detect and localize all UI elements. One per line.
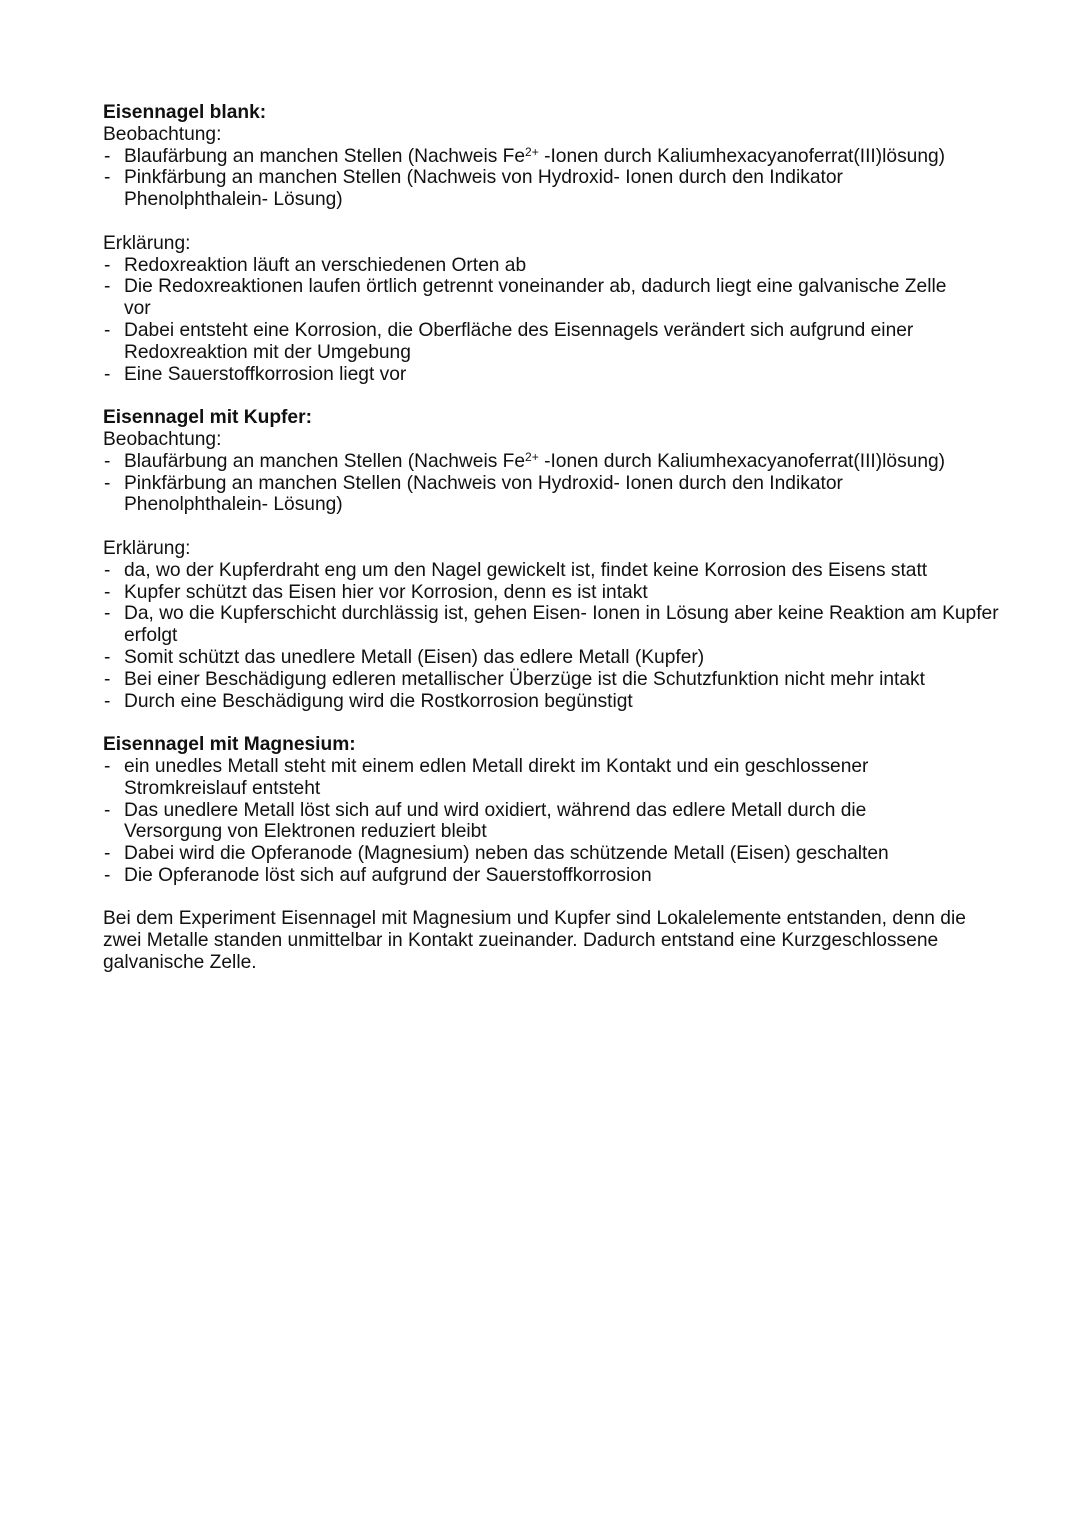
superscript: 2+ xyxy=(525,144,539,159)
item-text: Pinkfärbung an manchen Stellen (Nachweis von Hydroxid- Ionen durch den Indikator Phenolphthalein- Lösung) xyxy=(124,167,843,211)
list-dash: - xyxy=(104,755,111,777)
list-item xyxy=(103,473,914,517)
item-text: Blaufärbung an manchen Stellen (Nachweis Fe xyxy=(124,145,526,167)
list-dash: - xyxy=(104,319,111,341)
item-text: Durch eine Beschädigung wird die Rostkorrosion begünstigt xyxy=(124,690,633,712)
magnesium-list xyxy=(103,756,1020,887)
list-item xyxy=(103,603,1009,647)
list-item xyxy=(103,582,1020,604)
list-item xyxy=(103,320,982,364)
item-text: Somit schützt das unedlere Metall (Eisen) das edlere Metall (Kupfer) xyxy=(124,646,705,668)
list-dash: - xyxy=(104,864,111,886)
list-dash: - xyxy=(104,799,111,821)
list-dash: - xyxy=(104,668,111,690)
item-text: ein unedles Metall steht mit einem edlen Metall direkt im Kontakt und ein geschlossener Stromkreislauf entsteht xyxy=(124,755,869,799)
list-dash: - xyxy=(104,603,111,625)
item-text: da, wo der Kupferdraht eng um den Nagel gewickelt ist, findet keine Korrosion des Eisens statt xyxy=(124,559,928,581)
list-dash: - xyxy=(104,646,111,668)
item-text: Dabei wird die Opferanode (Magnesium) neben das schützende Metall (Eisen) geschalten xyxy=(124,843,889,865)
explanation-label: Erklärung: xyxy=(103,232,191,254)
list-dash: - xyxy=(104,145,111,167)
item-text: Das unedlere Metall löst sich auf und wird oxidiert, während das edlere Metall durch die Versorgung von Elektronen reduziert bleibt xyxy=(124,799,867,843)
list-item xyxy=(103,451,1020,473)
list-dash: - xyxy=(104,581,111,603)
observation-list xyxy=(103,146,1020,211)
superscript: 2+ xyxy=(525,449,539,464)
list-dash: - xyxy=(104,450,111,472)
section-heading: Eisennagel mit Kupfer: xyxy=(103,407,312,429)
list-dash: - xyxy=(104,167,111,189)
item-text: Kupfer schützt das Eisen hier vor Korrosion, denn es ist intakt xyxy=(124,581,648,603)
list-item xyxy=(103,756,944,800)
item-text: -Ionen durch Kaliumhexacyanoferrat(III)lösung) xyxy=(538,145,946,167)
list-dash: - xyxy=(104,254,111,276)
list-item xyxy=(103,167,914,211)
list-item xyxy=(103,560,1020,582)
list-dash: - xyxy=(104,363,111,385)
observation-label: Beobachtung: xyxy=(103,123,222,145)
list-item xyxy=(103,865,1020,887)
list-item xyxy=(103,255,1020,277)
observation-label: Beobachtung: xyxy=(103,428,222,450)
list-item xyxy=(103,276,969,320)
list-dash: - xyxy=(104,472,111,494)
list-item xyxy=(103,364,1020,386)
list-item xyxy=(103,669,1020,691)
item-text: Redoxreaktion läuft an verschiedenen Orten ab xyxy=(124,254,527,276)
list-item xyxy=(103,800,939,844)
list-dash: - xyxy=(104,690,111,712)
conclusion-paragraph: Bei dem Experiment Eisennagel mit Magnesium und Kupfer sind Lokalelemente entstanden, denn die zwei Metalle standen unmittelbar in Kontakt zueinander. Dadurch entstand eine Kurzgeschlossene galvanische Zelle. xyxy=(103,908,966,974)
item-text: -Ionen durch Kaliumhexacyanoferrat(III)lösung) xyxy=(538,450,946,472)
item-text: Die Opferanode löst sich auf aufgrund der Sauerstoffkorrosion xyxy=(124,864,652,886)
observation-list xyxy=(103,451,1020,516)
item-text: Eine Sauerstoffkorrosion liegt vor xyxy=(124,363,407,385)
list-item xyxy=(103,146,1020,168)
item-text: Pinkfärbung an manchen Stellen (Nachweis von Hydroxid- Ionen durch den Indikator Phenolphthalein- Lösung) xyxy=(124,472,843,516)
item-text: Da, wo die Kupferschicht durchlässig ist, gehen Eisen- Ionen in Lösung aber keine Reaktion am Kupfer erfolgt xyxy=(124,603,999,647)
list-item xyxy=(103,691,1020,713)
list-item xyxy=(103,843,1020,865)
item-text: Blaufärbung an manchen Stellen (Nachweis Fe xyxy=(124,450,526,472)
explanation-list xyxy=(103,255,1020,386)
list-dash: - xyxy=(104,276,111,298)
list-item xyxy=(103,647,1020,669)
item-text: Bei einer Beschädigung edleren metallischer Überzüge ist die Schutzfunktion nicht mehr intakt xyxy=(124,668,925,690)
list-dash: - xyxy=(104,559,111,581)
item-text: Die Redoxreaktionen laufen örtlich getrennt voneinander ab, dadurch liegt eine galvanische Zelle vor xyxy=(124,276,947,320)
list-dash: - xyxy=(104,843,111,865)
section-heading: Eisennagel blank: xyxy=(103,102,267,123)
explanation-list xyxy=(103,560,1020,713)
section-heading: Eisennagel mit Magnesium: xyxy=(103,734,356,756)
item-text: Dabei entsteht eine Korrosion, die Oberfläche des Eisennagels verändert sich aufgrund einer Redoxreaktion mit der Umgebung xyxy=(124,319,914,363)
explanation-label: Erklärung: xyxy=(103,537,191,559)
